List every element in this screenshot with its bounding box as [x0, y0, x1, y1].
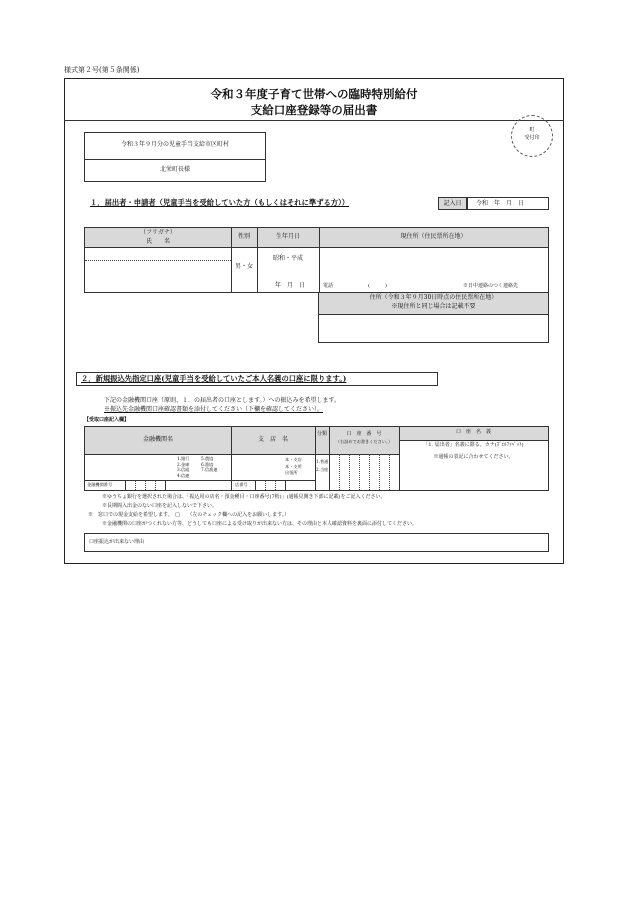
- date-value: 令和 年 月 日: [467, 197, 549, 210]
- phone-note: ※日中連絡のつく連絡先: [463, 283, 519, 289]
- reason-box[interactable]: [84, 533, 549, 552]
- separate-address-label: 住所（令和３年９月30日時点の住民票所在地）: [369, 294, 498, 301]
- note-1: ※ゆうちょ銀行を選択された場合は、「振込用の店名・預金種目・口座番号(7桁)」(通帳見開き下部に記載)をご記入ください。: [102, 494, 386, 500]
- addressee-box: [84, 132, 266, 182]
- addressee-line1: 令和３年９月分の児童手当支給市区町村: [120, 141, 229, 148]
- holder-header: 口 座 名 義: [455, 429, 491, 435]
- form-title-line1: 令和３年度子育て世帯への臨時特別給付: [210, 87, 418, 101]
- account-sub: （右詰めでお書きください。）: [335, 439, 393, 444]
- form-title-line2: 支給口座登録等の届出書: [250, 103, 378, 117]
- account-types: 1.普通 2.当座: [316, 459, 329, 473]
- section1-heading: １．届出者・申請者（児童手当を受給していた方（もしくはそれに準ずる方））: [90, 198, 350, 207]
- bank-types-col2: 5.農協 6.漁協 7.信漁連: [201, 456, 218, 473]
- sex-label: 性別: [237, 233, 250, 240]
- sex-values: 男・女: [234, 263, 253, 270]
- addressee-line2: 北栄町長様: [159, 166, 190, 173]
- section2-heading: ２．新規振込先指定口座(児童手当を受給していたご本人名義の口座に限ります。): [81, 374, 347, 383]
- bank-title: 【受取口座記入欄】: [84, 417, 130, 423]
- branch-header: 支 店 名: [257, 436, 288, 443]
- section2-desc2: ※振込先金融機関口座確認書類を添付してください（下欄を確認してください）。: [104, 406, 324, 413]
- note-4: ※金融機関の口座がつくれない方等、どうしても口座による受け取りが出来ない方は、その理由と本人確認資料を裏面に添付してください。: [102, 521, 418, 527]
- branch-types: 本・支店 本・支所 出張所: [285, 457, 302, 475]
- phone-label: 電話: [323, 283, 334, 289]
- birth-label: 生年月日: [275, 233, 300, 240]
- reception-stamp: 町 受付印: [511, 115, 553, 157]
- account-header: 口 座 番 号: [346, 431, 382, 437]
- bank-account-table: [84, 426, 549, 491]
- name-label: 氏 名: [145, 238, 170, 245]
- holder-note1: 「1. 届出者」名義に限る。カナ(ｽﾞｴﾙﾌｧﾍﾞｯﾄ): [423, 442, 524, 448]
- branch-code-label: 店番号: [235, 482, 248, 487]
- reason-label: 口座振込が出来ない理由: [89, 539, 145, 545]
- section2-heading-box: [76, 372, 438, 386]
- bank-code-label: 金融機関番号: [87, 482, 113, 487]
- birth-era: 昭和・平成: [272, 255, 303, 262]
- type-header: 分類: [316, 431, 327, 437]
- note-3: ※ 窓口での現金支給を希望します。 □ （左のチェック欄への記入をお願いします。）: [88, 512, 290, 518]
- note-2: ※長期間入出金のない口座を記入しないで下さい。: [102, 503, 218, 509]
- form-number: 様式第２号(第５条関係): [64, 66, 140, 74]
- holder-note2: ※通帳の表記に合わせてください。: [433, 454, 514, 460]
- section2-desc1: 下記の金融機関口座（原則、１．の届出者の口座とします。）への振込みを希望します。: [104, 397, 341, 404]
- phone-paren: ( ): [368, 283, 387, 289]
- birth-ymd: 年 月 日: [275, 282, 306, 289]
- separate-address-box: [318, 292, 549, 343]
- bank-types-col1: 1.銀行 2.金庫 3.信組 4.信連: [177, 456, 190, 479]
- date-label: 記入日: [438, 197, 467, 210]
- bank-name-header: 金融機関名: [142, 436, 173, 443]
- applicant-table: [84, 227, 549, 293]
- address-label: 現住所（住民票所在地）: [400, 233, 467, 240]
- separate-address-note: ※現住所と同じ場合は記載不要: [391, 303, 476, 310]
- furigana-label: （フリガナ）: [140, 229, 176, 236]
